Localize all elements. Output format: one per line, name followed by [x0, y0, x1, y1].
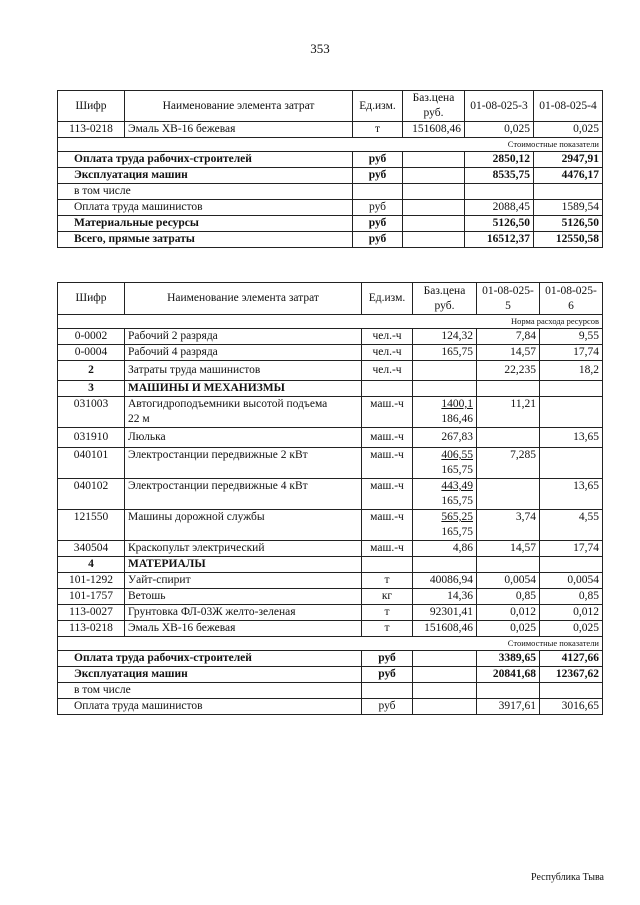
summary-row	[58, 168, 603, 184]
summary-v1: 8535,75	[465, 168, 534, 184]
cell-value: 0,025	[540, 621, 603, 637]
cost-table-1	[57, 90, 603, 248]
summary-v1: 3917,61	[477, 699, 540, 715]
cost-table-2	[57, 282, 603, 715]
table-row	[58, 573, 603, 589]
cell-value: 13,65	[540, 428, 603, 448]
cell-unit: кг	[362, 589, 413, 605]
summary-name: Всего, прямые затраты	[58, 232, 353, 248]
cell-value: 14,57	[477, 541, 540, 557]
cell-value: 0,0054	[477, 573, 540, 589]
summary-empty	[403, 216, 465, 232]
table-row	[58, 448, 603, 479]
summary-row	[58, 216, 603, 232]
summary-v2: 12550,58	[534, 232, 603, 248]
cell-code: 040102	[58, 479, 125, 510]
cell-name: Эмаль ХВ-16 бежевая	[125, 122, 353, 138]
summary-name: в том числе	[58, 683, 362, 699]
summary-unit: руб	[353, 152, 403, 168]
summary-empty	[403, 168, 465, 184]
cell-code: 340504	[58, 541, 125, 557]
cell-name: Ветошь	[125, 589, 362, 605]
table-row	[58, 361, 603, 381]
cell-code: 031003	[58, 397, 125, 428]
summary-unit	[362, 683, 413, 699]
cell-price	[413, 361, 477, 381]
summary-v1	[465, 184, 534, 200]
cell-name: Краскопульт электрический	[125, 541, 362, 557]
cell-price: 40086,94	[413, 573, 477, 589]
cell-price: 4,86	[413, 541, 477, 557]
summary-unit: руб	[353, 200, 403, 216]
cell-price: 124,32	[413, 329, 477, 345]
cell-value: 17,74	[540, 345, 603, 361]
cell-price: 165,75	[413, 345, 477, 361]
cell-name: Эмаль ХВ-16 бежевая	[125, 621, 362, 637]
cell-code: 0-0002	[58, 329, 125, 345]
cell-name: Автогидроподъемники высотой подъема 22 м	[125, 397, 362, 428]
summary-v2	[540, 683, 603, 699]
cell-value: 11,21	[477, 397, 540, 428]
header-unit: Ед.изм.	[362, 283, 413, 315]
summary-v1	[477, 683, 540, 699]
section-row	[58, 557, 603, 573]
cell-value	[477, 428, 540, 448]
cell-value: 0,012	[477, 605, 540, 621]
cell-value: 13,65	[540, 479, 603, 510]
table-row	[58, 345, 603, 361]
header-col-6: 01-08-025- 6	[540, 283, 603, 315]
cell-unit: т	[362, 605, 413, 621]
cell-unit: чел.-ч	[362, 329, 413, 345]
cell-code: 113-0027	[58, 605, 125, 621]
table-row	[58, 589, 603, 605]
summary-empty	[403, 152, 465, 168]
section-label: Стоимостные показатели	[58, 138, 603, 152]
cell-value	[540, 448, 603, 479]
cell-unit: маш.-ч	[362, 510, 413, 541]
cell-value: 22,235	[477, 361, 540, 381]
cell-code: 040101	[58, 448, 125, 479]
cell-code: 121550	[58, 510, 125, 541]
cell-unit: маш.-ч	[362, 397, 413, 428]
summary-v1: 20841,68	[477, 667, 540, 683]
summary-name: в том числе	[58, 184, 353, 200]
summary-v2: 1589,54	[534, 200, 603, 216]
summary-v1: 2088,45	[465, 200, 534, 216]
cell-unit: т	[362, 573, 413, 589]
header-name: Наименование элемента затрат	[125, 283, 362, 315]
cell-price: 151608,46	[403, 122, 465, 138]
summary-name: Оплата труда машинистов	[58, 699, 362, 715]
section-code: 3	[58, 381, 125, 397]
summary-name: Эксплуатация машин	[58, 168, 353, 184]
summary-name: Оплата труда рабочих-строителей	[58, 651, 362, 667]
cell-code: 113-0218	[58, 621, 125, 637]
cell-unit: т	[353, 122, 403, 138]
cell-code: 101-1292	[58, 573, 125, 589]
cell-name: Рабочий 4 разряда	[125, 345, 362, 361]
summary-v2: 2947,91	[534, 152, 603, 168]
summary-empty	[403, 184, 465, 200]
cell-code: 031910	[58, 428, 125, 448]
header-col-5: 01-08-025- 5	[477, 283, 540, 315]
footer-region: Республика Тыва	[531, 872, 604, 883]
cell-price: 14,36	[413, 589, 477, 605]
table-row	[58, 541, 603, 557]
page-number: 353	[310, 41, 330, 56]
summary-unit: руб	[353, 216, 403, 232]
cell-code: 113-0218	[58, 122, 125, 138]
header-name: Наименование элемента затрат	[125, 91, 353, 122]
cell-price: 1400,1 186,46	[413, 397, 477, 428]
section-title: МАТЕРИАЛЫ	[125, 557, 362, 573]
cell-value: 0,025	[477, 621, 540, 637]
summary-name: Эксплуатация машин	[58, 667, 362, 683]
summary-row	[58, 184, 603, 200]
table-row	[58, 479, 603, 510]
summary-empty	[403, 232, 465, 248]
summary-name: Оплата труда машинистов	[58, 200, 353, 216]
summary-row	[58, 699, 603, 715]
cell-name: Затраты труда машинистов	[125, 361, 362, 381]
cell-value: 0,012	[540, 605, 603, 621]
cell-value: 4,55	[540, 510, 603, 541]
cell-value: 17,74	[540, 541, 603, 557]
cell-code: 2	[58, 361, 125, 381]
cell-value: 7,84	[477, 329, 540, 345]
section-row	[58, 381, 603, 397]
summary-v2	[534, 184, 603, 200]
section-code: 4	[58, 557, 125, 573]
summary-empty	[413, 683, 477, 699]
table-row	[58, 621, 603, 637]
summary-v1: 3389,65	[477, 651, 540, 667]
header-code: Шифр	[58, 91, 125, 122]
summary-v1: 5126,50	[465, 216, 534, 232]
summary-name: Оплата труда рабочих-строителей	[58, 152, 353, 168]
cell-name: Рабочий 2 разряда	[125, 329, 362, 345]
summary-unit: руб	[362, 699, 413, 715]
cell-price: 565,25 165,75	[413, 510, 477, 541]
cell-value: 0,0054	[540, 573, 603, 589]
cell-unit: маш.-ч	[362, 448, 413, 479]
cell-value: 0,85	[540, 589, 603, 605]
header-price: Баз.цена руб.	[413, 283, 477, 315]
cell-name: Люлька	[125, 428, 362, 448]
table-row	[58, 329, 603, 345]
table-row	[58, 605, 603, 621]
summary-v2: 3016,65	[540, 699, 603, 715]
table-row	[58, 428, 603, 448]
cell-code: 0-0004	[58, 345, 125, 361]
summary-empty	[413, 651, 477, 667]
summary-row	[58, 651, 603, 667]
cell-code: 101-1757	[58, 589, 125, 605]
section-label: Стоимостные показатели	[58, 637, 603, 651]
cell-unit: чел.-ч	[362, 345, 413, 361]
summary-v1: 16512,37	[465, 232, 534, 248]
header-col-3: 01-08-025-3	[465, 91, 534, 122]
summary-row	[58, 152, 603, 168]
summary-empty	[403, 200, 465, 216]
cell-price: 151608,46	[413, 621, 477, 637]
cell-value	[477, 479, 540, 510]
summary-unit: руб	[362, 667, 413, 683]
summary-unit: руб	[353, 168, 403, 184]
summary-row	[58, 232, 603, 248]
summary-v2: 12367,62	[540, 667, 603, 683]
cell-value: 3,74	[477, 510, 540, 541]
table-row	[58, 122, 603, 138]
cell-price: 92301,41	[413, 605, 477, 621]
cell-value: 9,55	[540, 329, 603, 345]
cell-name: Электростанции передвижные 2 кВт	[125, 448, 362, 479]
summary-v1: 2850,12	[465, 152, 534, 168]
cell-value	[540, 397, 603, 428]
summary-empty	[413, 699, 477, 715]
summary-unit	[353, 184, 403, 200]
cell-name: Машины дорожной службы	[125, 510, 362, 541]
section-title: МАШИНЫ И МЕХАНИЗМЫ	[125, 381, 362, 397]
summary-unit: руб	[353, 232, 403, 248]
cell-price: 406,55 165,75	[413, 448, 477, 479]
summary-v2: 4476,17	[534, 168, 603, 184]
cell-value: 18,2	[540, 361, 603, 381]
summary-unit: руб	[362, 651, 413, 667]
header-col-4: 01-08-025-4	[534, 91, 603, 122]
table-row	[58, 510, 603, 541]
summary-row	[58, 200, 603, 216]
cell-unit: т	[362, 621, 413, 637]
summary-empty	[413, 667, 477, 683]
cell-value: 14,57	[477, 345, 540, 361]
norm-label: Норма расхода ресурсов	[58, 315, 603, 329]
header-price: Баз.цена руб.	[403, 91, 465, 122]
summary-row	[58, 683, 603, 699]
summary-row	[58, 667, 603, 683]
cell-name: Электростанции передвижные 4 кВт	[125, 479, 362, 510]
header-unit: Ед.изм.	[353, 91, 403, 122]
cell-value: 0,025	[534, 122, 603, 138]
summary-v2: 5126,50	[534, 216, 603, 232]
cell-name: Уайт-спирит	[125, 573, 362, 589]
cell-unit: маш.-ч	[362, 428, 413, 448]
header-code: Шифр	[58, 283, 125, 315]
cell-value: 0,85	[477, 589, 540, 605]
cell-unit: маш.-ч	[362, 479, 413, 510]
cell-value: 0,025	[465, 122, 534, 138]
table-row	[58, 397, 603, 428]
cell-name: Грунтовка ФЛ-03Ж желто-зеленая	[125, 605, 362, 621]
cell-price: 267,83	[413, 428, 477, 448]
cell-value: 7,285	[477, 448, 540, 479]
cell-unit: чел.-ч	[362, 361, 413, 381]
summary-v2: 4127,66	[540, 651, 603, 667]
cell-unit: маш.-ч	[362, 541, 413, 557]
summary-name: Материальные ресурсы	[58, 216, 353, 232]
cell-price: 443,49 165,75	[413, 479, 477, 510]
